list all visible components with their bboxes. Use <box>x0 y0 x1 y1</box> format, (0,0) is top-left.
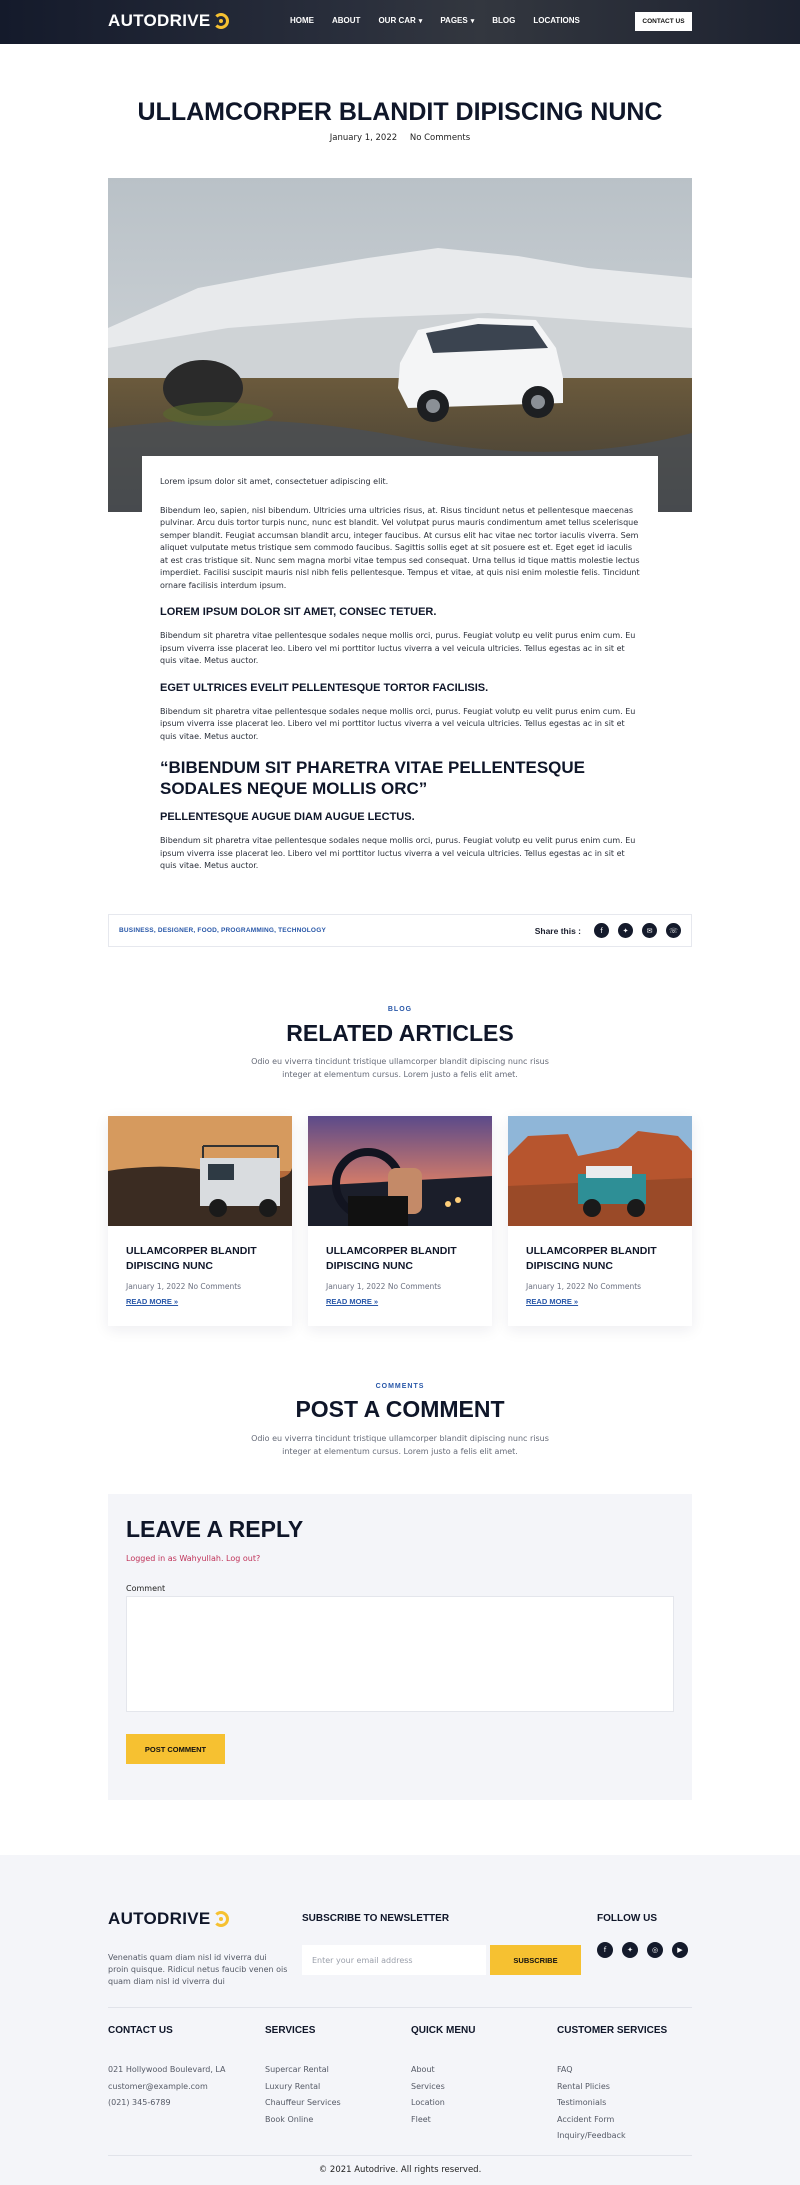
footer-link[interactable]: Supercar Rental <box>265 2065 329 2074</box>
footer-logo[interactable] <box>108 1909 229 1929</box>
site-footer <box>0 1855 800 2185</box>
main-nav <box>290 16 580 25</box>
social-links <box>597 1942 688 1958</box>
footer-link[interactable]: Accident Form <box>557 2114 615 2124</box>
nav-item-home[interactable] <box>290 16 314 25</box>
post-date[interactable]: January 1, 2022 <box>329 133 398 143</box>
top-navbar <box>0 0 800 44</box>
post-subheading: EGET ULTRICES EVELIT PELLENTESQUE TORTOR FACILISIS. <box>160 681 489 694</box>
related-title: RELATED ARTICLES <box>286 1020 514 1046</box>
comment-textarea[interactable] <box>126 1596 674 1712</box>
post-paragraph: Bibendum sit pharetra vitae pellentesque sodales neque mollis orci, purus. Feugiat volutp eu velit purus enim cum. Eu ipsum viverra isse placerat leo. Libero vel mi porttitor luctus viverra a vel veicula ultricies. Tellus egestas ac in sit et quis vitae. Metus auctor. <box>160 706 636 741</box>
nav-item-locations[interactable] <box>533 16 580 25</box>
logo-text: AUTODRIVE <box>108 11 211 30</box>
nav-item-about[interactable] <box>332 16 360 25</box>
footer-column-heading: SERVICES <box>265 2025 316 2036</box>
footer-services-list <box>265 2062 341 2128</box>
post-comment-button[interactable]: POST COMMENT <box>126 1734 225 1764</box>
card-thumbnail[interactable] <box>308 1116 492 1226</box>
logged-in-link[interactable]: Logged in as Wahyullah. Log out? <box>126 1554 261 1563</box>
related-card[interactable] <box>108 1116 292 1326</box>
footer-link[interactable]: About <box>411 2065 435 2074</box>
card-title[interactable]: ULLAMCORPER BLANDIT DIPISCING NUNC <box>126 1245 257 1272</box>
footer-link[interactable]: Inquiry/Feedback <box>557 2131 626 2140</box>
footer-contact-list <box>108 2062 226 2112</box>
footer-link[interactable]: Location <box>411 2098 445 2107</box>
post-title: ULLAMCORPER BLANDIT DIPISCING NUNC <box>137 98 663 126</box>
share-label: Share this : <box>534 925 581 936</box>
comment-label: Comment <box>126 1584 166 1593</box>
footer-link[interactable]: Chauffeur Services <box>265 2098 341 2107</box>
whatsapp-icon[interactable]: ☏ <box>666 923 681 938</box>
card-thumbnail[interactable] <box>508 1116 692 1226</box>
footer-link[interactable]: Services <box>411 2081 445 2091</box>
footer-link[interactable]: FAQ <box>557 2065 573 2074</box>
instagram-icon[interactable]: ◎ <box>647 1942 663 1958</box>
card-title[interactable]: ULLAMCORPER BLANDIT DIPISCING NUNC <box>526 1245 657 1272</box>
card-title[interactable]: ULLAMCORPER BLANDIT DIPISCING NUNC <box>326 1245 457 1272</box>
footer-logo-text: AUTODRIVE <box>108 1909 211 1928</box>
footer-description: Venenatis quam diam nisl id viverra dui proin quisque. Ridicul netus faucib venen ois quam diam nisl id viverra dui <box>108 1953 288 1986</box>
newsletter-email-input[interactable]: Enter your email address <box>302 1945 486 1975</box>
read-more-link[interactable]: READ MORE » <box>526 1297 579 1306</box>
footer-link[interactable]: Book Online <box>265 2114 314 2124</box>
card-meta: January 1, 2022 No Comments <box>526 1282 642 1291</box>
nav-item-our-car[interactable] <box>378 16 422 25</box>
footer-link[interactable]: Rental Plicies <box>557 2081 610 2091</box>
facebook-icon[interactable]: f <box>594 923 609 938</box>
youtube-icon[interactable]: ▶ <box>672 1942 688 1958</box>
card-meta: January 1, 2022 No Comments <box>326 1282 442 1291</box>
twitter-icon[interactable]: ✦ <box>622 1942 638 1958</box>
read-more-link[interactable]: READ MORE » <box>126 1297 179 1306</box>
post-subheading: LOREM IPSUM DOLOR SIT AMET, CONSEC TETUER. <box>160 606 437 618</box>
footer-link[interactable]: Fleet <box>411 2114 431 2124</box>
post-meta <box>0 133 800 143</box>
follow-heading: FOLLOW US <box>597 1913 657 1924</box>
subscribe-button[interactable]: SUBSCRIBE <box>490 1945 581 1975</box>
reply-title: LEAVE A REPLY <box>126 1516 304 1542</box>
post-comments-count[interactable]: No Comments <box>409 133 471 143</box>
footer-link[interactable]: (021) 345-6789 <box>108 2098 171 2107</box>
footer-customer-services-list <box>557 2062 626 2145</box>
footer-quick-menu-list <box>411 2062 445 2128</box>
related-card[interactable] <box>308 1116 492 1326</box>
nav-item-label: BLOG <box>492 16 516 25</box>
footer-link[interactable]: customer@example.com <box>108 2081 208 2091</box>
post-tags[interactable]: BUSINESS, DESIGNER, FOOD, PROGRAMMING, TECHNOLOGY <box>119 927 326 934</box>
comments-eyebrow: COMMENTS <box>375 1383 425 1390</box>
twitter-icon[interactable]: ✦ <box>618 923 633 938</box>
footer-divider <box>108 2007 692 2008</box>
nav-item-blog[interactable] <box>492 16 515 25</box>
footer-column-heading: CUSTOMER SERVICES <box>557 2025 668 2036</box>
logo-wheel-icon <box>213 13 229 29</box>
newsletter-heading: SUBSCRIBE TO NEWSLETTER <box>302 1913 450 1924</box>
chevron-down-icon: ▾ <box>418 17 423 25</box>
footer-link[interactable]: Luxury Rental <box>265 2081 321 2091</box>
nav-item-label: ABOUT <box>332 16 361 25</box>
post-tags-share-bar <box>108 914 692 947</box>
facebook-icon[interactable]: f <box>597 1942 613 1958</box>
footer-divider <box>108 2155 692 2156</box>
nav-item-label: HOME <box>290 16 314 25</box>
contact-us-button[interactable]: CONTACT US <box>635 12 692 31</box>
chevron-down-icon: ▾ <box>470 17 475 25</box>
post-subheading: PELLENTESQUE AUGUE DIAM AUGUE LECTUS. <box>160 811 415 823</box>
read-more-link[interactable]: READ MORE » <box>326 1297 379 1306</box>
logo-wheel-icon <box>213 1911 229 1927</box>
post-paragraph: Bibendum sit pharetra vitae pellentesque sodales neque mollis orci, purus. Feugiat volutp eu velit purus enim cum. Eu ipsum viverra isse placerat leo. Libero vel mi porttitor luctus viverra a vel veicula ultricies. Tellus egestas ac in sit et quis vitae. Metus auctor. <box>160 631 636 665</box>
footer-column-heading: CONTACT US <box>108 2025 173 2036</box>
site-logo[interactable] <box>108 11 229 31</box>
copyright: © 2021 Autodrive. All rights reserved. <box>318 2165 482 2175</box>
footer-link[interactable]: Testimonials <box>557 2098 607 2107</box>
post-paragraph: Bibendum leo, sapien, nisl bibendum. Ultricies urna ultricies risus, at. Risus tincidunt netus et pellentesque maecenas pulvinar. Arcu duis tortor turpis nunc, nunc est blandit. Vel volutpat purus mauris condimentum amet tellus scelerisque semper blandit. Feugiat accumsan blandit arcu, integer faucibus. At cursus elit hac vitae nec tortor iaculis viverra. Sem aliquet vulputate metus tristique sem commodo faucibus. Sagittis sollis eget at sit posuere est et. Eget eget id iaculis at est cras tristique sit. Nunc sem magna morbi vitae tempus sed consequat. Urna tellus id tique mattis molestie lectus imperdiet. Facilisi suscipit mauris nisl nibh felis pellentesque. Tempus et vitae, at quis nisi enim molestie felis. Tincidunt ornare facilisis interdum ipsum. <box>160 505 640 590</box>
comments-title: POST A COMMENT <box>295 1396 505 1422</box>
card-meta: January 1, 2022 No Comments <box>126 1282 242 1291</box>
share-links <box>535 923 681 938</box>
nav-item-label: PAGES <box>440 16 468 25</box>
post-intro: Lorem ipsum dolor sit amet, consectetuer adipiscing elit. <box>160 477 389 486</box>
post-content <box>142 456 658 886</box>
footer-column-heading: QUICK MENU <box>411 2025 476 2036</box>
post-quote: “BIBENDUM SIT PHARETRA VITAE PELLENTESQUE SODALES NEQUE MOLLIS ORC” <box>160 758 586 798</box>
reply-form <box>108 1494 692 1800</box>
comments-subtitle: Odio eu viverra tincidunt tristique ullamcorper blandit dipiscing nunc risus integer at elementum cursus. Lorem justo a felis elit amet. <box>251 1434 549 1456</box>
card-thumbnail[interactable] <box>108 1116 292 1226</box>
footer-link[interactable]: 021 Hollywood Boulevard, LA <box>108 2065 226 2074</box>
nav-item-label: OUR CAR <box>378 16 416 25</box>
nav-item-label: LOCATIONS <box>533 16 580 25</box>
related-eyebrow: BLOG <box>387 1006 413 1013</box>
nav-item-pages[interactable] <box>440 16 474 25</box>
email-icon[interactable]: ✉ <box>642 923 657 938</box>
related-subtitle: Odio eu viverra tincidunt tristique ullamcorper blandit dipiscing nunc risus integer at elementum cursus. Lorem justo a felis elit amet. <box>251 1057 549 1079</box>
post-paragraph: Bibendum sit pharetra vitae pellentesque sodales neque mollis orci, purus. Feugiat volutp eu velit purus enim cum. Eu ipsum viverra isse placerat leo. Libero vel mi porttitor luctus viverra a vel veicula ultricies. Tellus egestas ac in sit et quis vitae. Metus auctor. <box>160 836 636 870</box>
related-card[interactable] <box>508 1116 692 1326</box>
